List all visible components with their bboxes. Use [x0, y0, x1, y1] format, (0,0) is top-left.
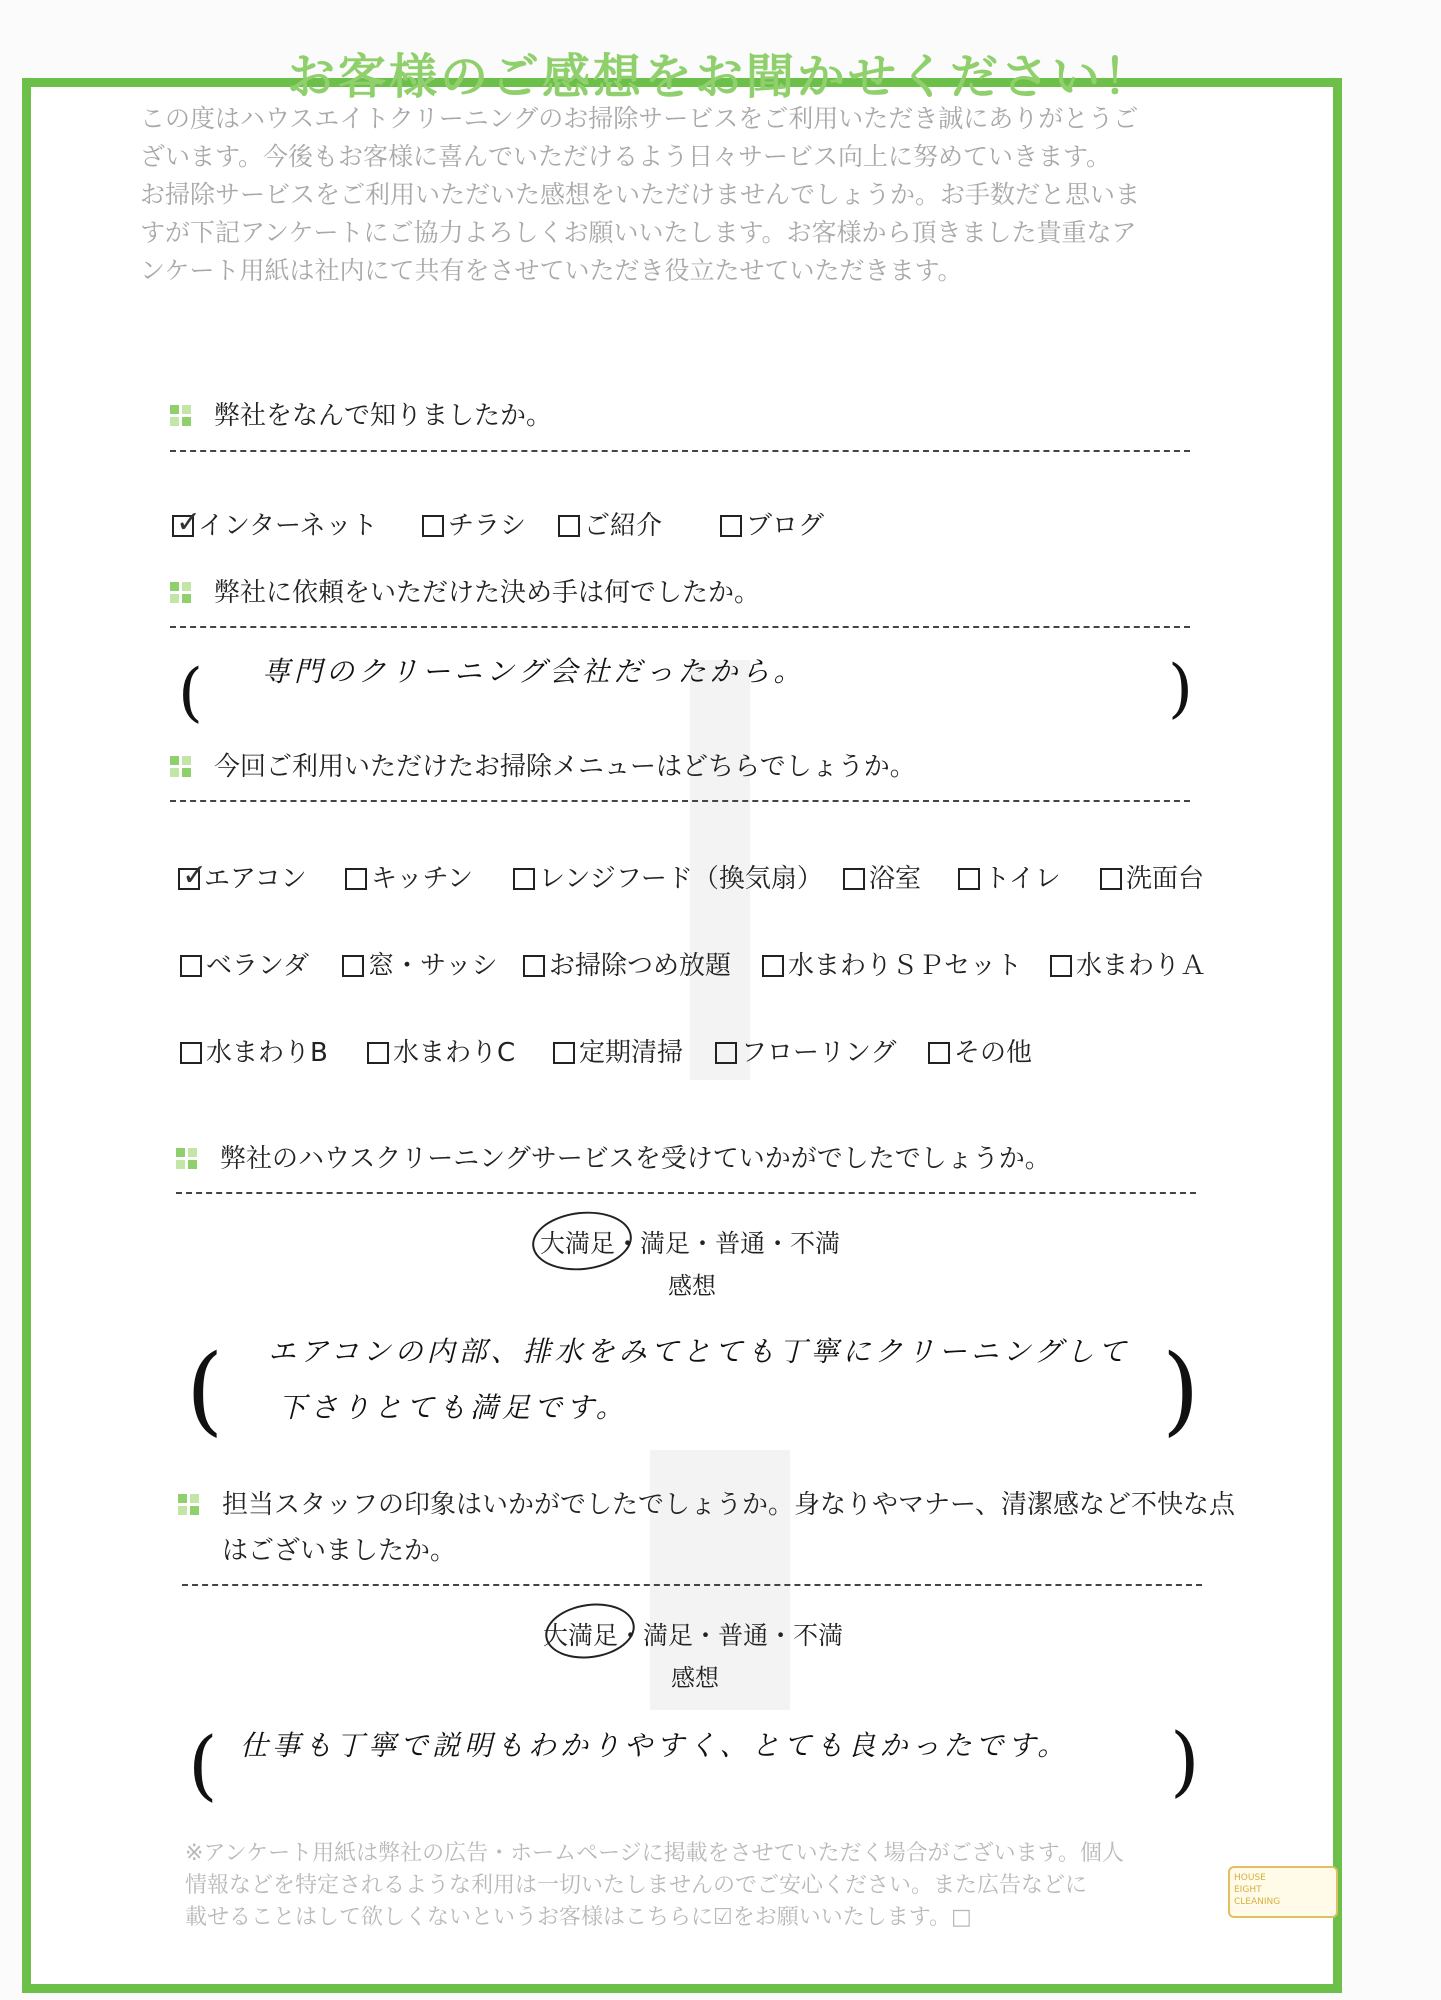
intro-line: すが下記アンケートにご協力よろしくお願いいたします。お客様から頂きました貴重なア	[140, 218, 1137, 247]
checkbox[interactable]	[342, 955, 364, 977]
question-3	[170, 746, 916, 783]
q4-answer-line: エアコンの内部、排水をみてとても丁寧にクリーニングして	[268, 1335, 1131, 1368]
q1-option-blog[interactable]: ブログ	[720, 505, 824, 542]
bullet-icon	[170, 405, 192, 427]
intro-line: ンケート用紙は社内にて共有をさせていただき役立たせていただきます。	[140, 256, 963, 285]
question-3-text: 今回ご利用いただけたお掃除メニューはどちらでしょうか。	[214, 752, 916, 782]
bullet-icon	[170, 582, 192, 604]
checkbox[interactable]	[558, 515, 580, 537]
question-5	[178, 1484, 1235, 1521]
divider	[182, 1584, 1202, 1586]
intro-line: この度はハウスエイトクリーニングのお掃除サービスをご利用いただき誠にありがとうご	[140, 104, 1139, 133]
checkbox[interactable]	[1050, 955, 1072, 977]
check-mark-icon: ✓	[176, 505, 202, 540]
q3-option-regular[interactable]: 定期清掃	[553, 1032, 683, 1069]
checkbox[interactable]	[928, 1042, 950, 1064]
question-1-text: 弊社をなんで知りましたか。	[214, 401, 553, 431]
close-paren: )	[1168, 652, 1193, 726]
footer-line: 情報などを特定されるような利用は一切いたしませんのでご安心ください。また広告などに	[185, 1873, 1088, 1898]
q3-option-window[interactable]: 窓・サッシ	[342, 945, 497, 982]
page-title: お客様のご感想をお聞かせください！	[286, 49, 1154, 105]
checkbox[interactable]	[715, 1042, 737, 1064]
close-paren: )	[1162, 1334, 1200, 1446]
rating-option[interactable]: 満足	[640, 1229, 691, 1258]
q2-answer: 専門のクリーニング会社だったから。	[262, 655, 806, 688]
q3-option-flooring[interactable]: フローリング	[715, 1032, 896, 1069]
q1-option-referral[interactable]: ご紹介	[558, 505, 662, 542]
checkbox[interactable]	[553, 1042, 575, 1064]
bullet-icon	[176, 1148, 198, 1170]
open-paren: (	[178, 656, 203, 730]
q3-option-unlimited[interactable]: お掃除つめ放題	[523, 945, 731, 982]
rating-option[interactable]: 不満	[790, 1229, 841, 1258]
close-paren: )	[1170, 1716, 1200, 1805]
open-paren: (	[186, 1334, 224, 1446]
footer-note	[185, 1838, 1235, 1934]
rating-option[interactable]: 普通	[715, 1229, 766, 1258]
q3-option-water-a[interactable]: 水まわりＡ	[1050, 945, 1206, 982]
intro-line: お掃除サービスをご利用いただいた感想をいただけませんでしょうか。お手数だと思いま	[140, 180, 1141, 209]
question-2	[170, 572, 760, 609]
intro-line: ざいます。今後もお客様に喜んでいただけるよう日々サービス向上に努めていきます。	[140, 142, 1112, 171]
divider	[176, 1192, 1196, 1194]
checkbox[interactable]	[513, 868, 535, 890]
q5-rating: 大満足・満足・普通・不満	[543, 1621, 844, 1650]
checkbox[interactable]	[843, 868, 865, 890]
question-5-text: 担当スタッフの印象はいかがでしたでしょうか。身なりやマナー、清潔感など不快な点	[222, 1490, 1235, 1520]
checkbox[interactable]	[958, 868, 980, 890]
q5-answer: 仕事も丁寧で説明もわかりやすく、とても良かったです。	[240, 1729, 1070, 1762]
divider	[170, 626, 1190, 628]
checkbox[interactable]	[720, 515, 742, 537]
checkbox[interactable]	[762, 955, 784, 977]
q3-option-bath[interactable]: 浴室	[843, 858, 921, 895]
checkbox[interactable]	[180, 955, 202, 977]
rating-option[interactable]: 満足	[643, 1621, 694, 1650]
rating-option[interactable]: 大満足	[540, 1229, 616, 1258]
checkbox[interactable]	[1100, 868, 1122, 890]
q3-option-toilet[interactable]: トイレ	[958, 858, 1061, 895]
question-4-text: 弊社のハウスクリーニングサービスを受けていかがでしたでしょうか。	[220, 1144, 1051, 1174]
divider	[170, 450, 1190, 452]
question-4	[176, 1138, 1051, 1175]
checkbox[interactable]	[367, 1042, 389, 1064]
checkbox[interactable]	[422, 515, 444, 537]
question-5-line2: はございましたか。	[222, 1536, 457, 1566]
footer-line: 載せることはして欲しくないというお客様はこちらに☑をお願いいたします。□	[185, 1905, 972, 1930]
q3-option-water-sp[interactable]: 水まわりＳＰセット	[762, 945, 1022, 982]
q3-option-other[interactable]: その他	[928, 1032, 1032, 1069]
checkbox[interactable]	[345, 868, 367, 890]
q3-option-veranda[interactable]: ベランダ	[180, 945, 309, 982]
q1-option-flyer[interactable]: チラシ	[422, 505, 526, 542]
q4-answer-line: 下さりとても満足です。	[278, 1391, 628, 1424]
q1-option-internet[interactable]: ✓ インターネット	[172, 505, 378, 542]
checkbox[interactable]	[180, 1042, 202, 1064]
bullet-icon	[170, 756, 192, 778]
kansou-label: 感想	[668, 1272, 716, 1300]
checkbox[interactable]	[172, 505, 202, 540]
q3-option-water-b[interactable]: 水まわりB	[180, 1032, 328, 1069]
q3-option-water-c[interactable]: 水まわりC	[367, 1032, 515, 1069]
house-eight-logo: HOUSE EIGHT CLEANING	[1228, 1866, 1338, 1918]
kansou-label: 感想	[671, 1664, 719, 1692]
rating-option[interactable]: 不満	[793, 1621, 844, 1650]
rating-option[interactable]: 普通	[718, 1621, 769, 1650]
q3-option-rangehood[interactable]: レンジフード（換気扇）	[513, 858, 823, 895]
q3-option-aircon[interactable]: ✓ エアコン	[178, 858, 307, 895]
checkbox[interactable]	[523, 955, 545, 977]
q4-rating: 大満足・満足・普通・不満	[540, 1229, 841, 1258]
divider	[170, 800, 1190, 802]
q3-option-kitchen[interactable]: キッチン	[345, 858, 473, 895]
intro-text	[140, 100, 1190, 290]
question-2-text: 弊社に依頼をいただけた決め手は何でしたか。	[214, 578, 761, 608]
check-mark-icon: ✓	[182, 858, 208, 893]
q3-option-washbasin[interactable]: 洗面台	[1100, 858, 1204, 895]
bullet-icon	[178, 1494, 200, 1516]
footer-line: ※アンケート用紙は弊社の広告・ホームページに掲載をさせていただく場合がございます。個人	[185, 1841, 1124, 1866]
rating-option[interactable]: 大満足	[543, 1621, 619, 1650]
question-1	[170, 395, 552, 432]
checkbox[interactable]	[178, 858, 208, 893]
open-paren: (	[188, 1720, 218, 1809]
